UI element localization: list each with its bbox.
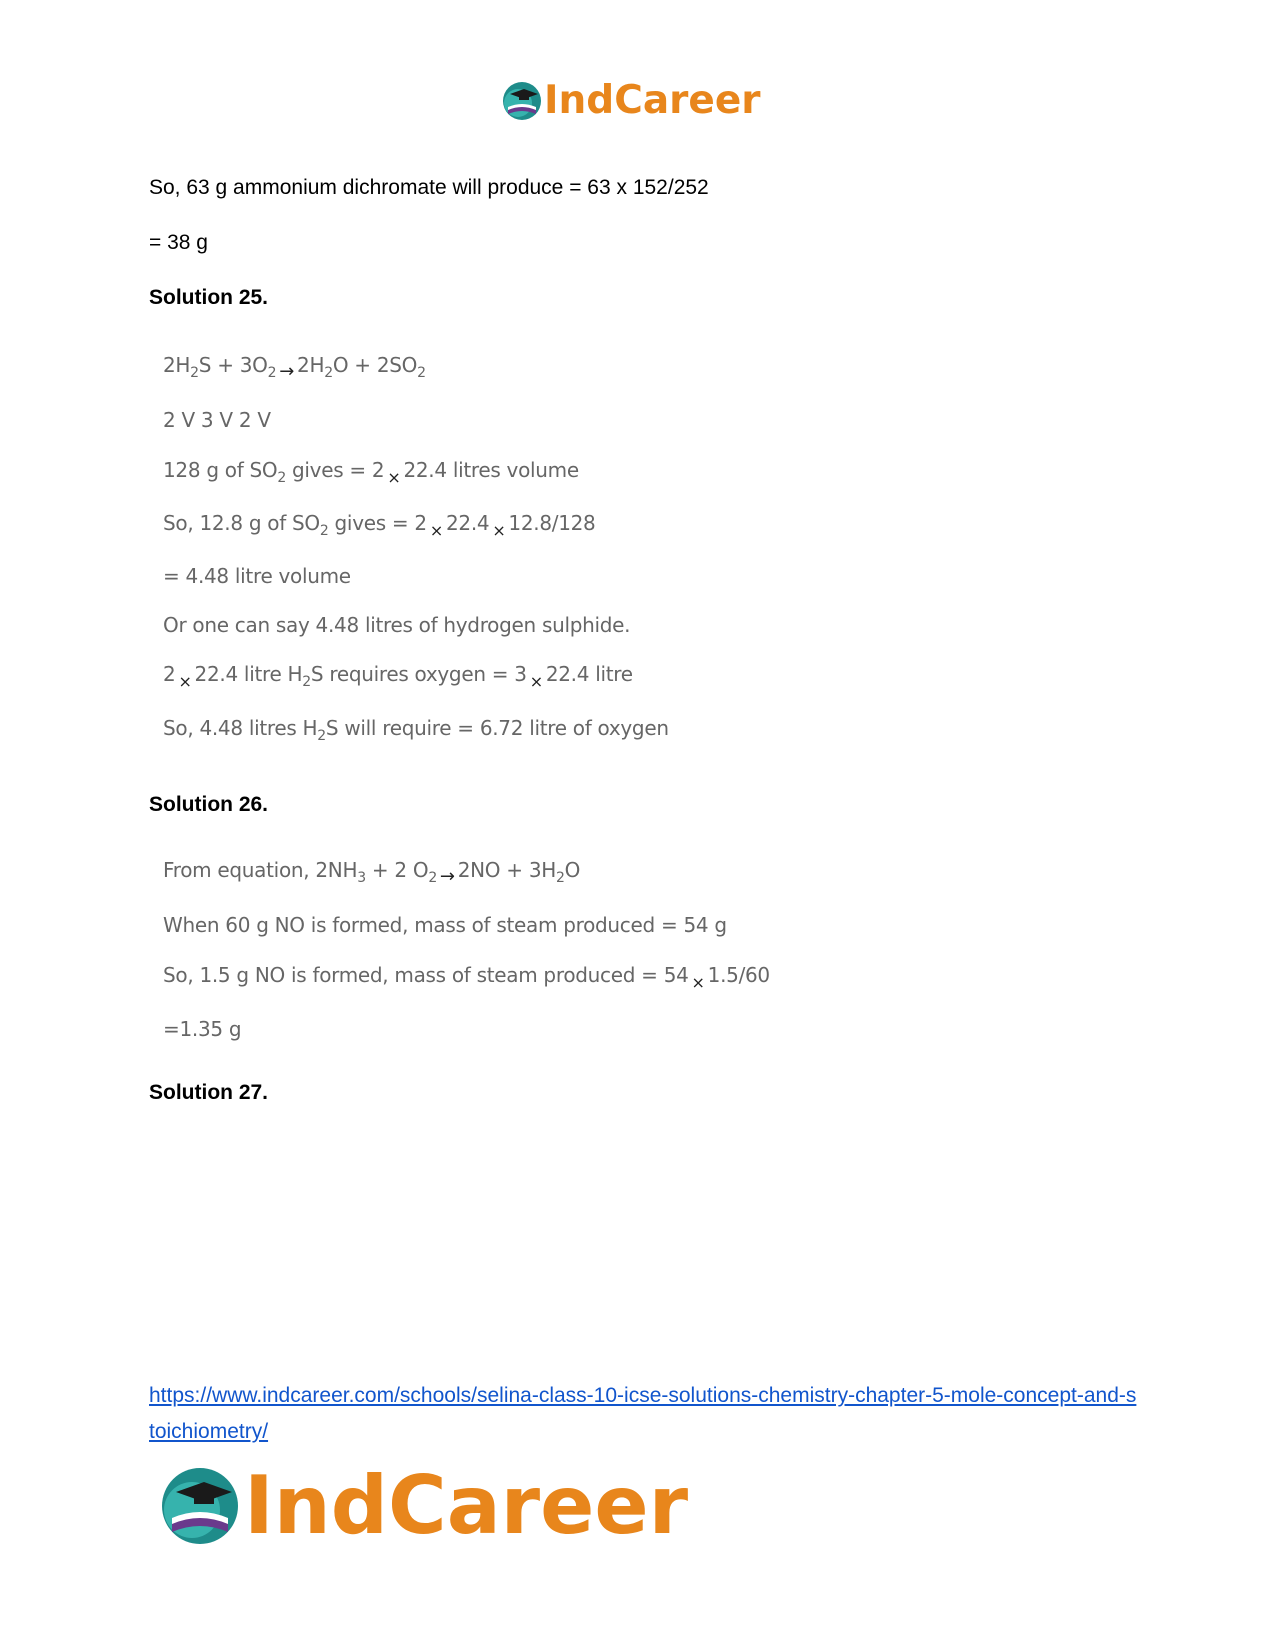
arrow-icon: → — [439, 866, 455, 887]
source-link[interactable]: https://www.indcareer.com/schools/selina-class-10-icse-solutions-chemistry-chapter-5-mole-concept-and-stoichiometry/ — [149, 1384, 1137, 1443]
arrow-icon: → — [279, 361, 295, 382]
multiply-sign: × — [529, 672, 543, 691]
equation-line: So, 4.48 litres $H_2S$ will require = 6.72 litre of oxygen — [163, 716, 669, 744]
equation-line: Or one can say 4.48 litres of hydrogen sulphide. — [163, 613, 631, 637]
graduation-cap-book-globe-icon — [160, 1466, 240, 1546]
equation-line: $2H_2S + 3O_2 \to 2H_2O + 2SO_2$ — [163, 353, 426, 382]
multiply-sign: × — [492, 521, 506, 540]
equation-line: So, 1.5 g NO is formed, mass of steam produced = 54 $_\times$ 1.5/60 — [163, 963, 770, 992]
paragraph: So, 63 g ammonium dichromate will produce = 63 x 152/252 — [149, 176, 709, 199]
footer-logo — [160, 1459, 689, 1552]
header-logo — [502, 78, 761, 123]
graduation-cap-book-globe-icon — [502, 81, 542, 121]
equation-line: From equation, $2NH_3 + 2$ $O_2 \to 2NO + 3H_2O$ — [163, 858, 581, 887]
logo-wordmark: IndCareer — [544, 78, 761, 123]
multiply-sign: × — [691, 973, 705, 992]
equation-line: When 60 g NO is formed, mass of steam produced = 54 g — [163, 913, 727, 937]
multiply-sign: × — [387, 468, 401, 487]
equation-line: 2 $_\times$ 22.4 litre $H_2S$ requires oxygen = 3 $_\times$ 22.4 litre — [163, 662, 633, 691]
equation-line: 2 V 3 V 2 V — [163, 408, 271, 432]
multiply-sign: × — [178, 672, 192, 691]
section-heading: Solution 26. — [149, 793, 269, 816]
section-heading: Solution 27. — [149, 1081, 269, 1104]
logo-wordmark: IndCareer — [244, 1459, 689, 1552]
equation-line: So, 12.8 g of $SO_2$ gives = 2 $_\times$ 22.4 $_\times$ 12.8/128 — [163, 511, 596, 540]
paragraph: = 38 g — [149, 231, 208, 254]
equation-line: = 4.48 litre volume — [163, 564, 351, 588]
equation-line: =1.35 g — [163, 1017, 242, 1041]
section-heading: Solution 25. — [149, 286, 269, 309]
equation-line: 128 g of $SO_2$ gives = 2 $_\times$ 22.4 litres volume — [163, 458, 579, 487]
multiply-sign: × — [429, 521, 443, 540]
